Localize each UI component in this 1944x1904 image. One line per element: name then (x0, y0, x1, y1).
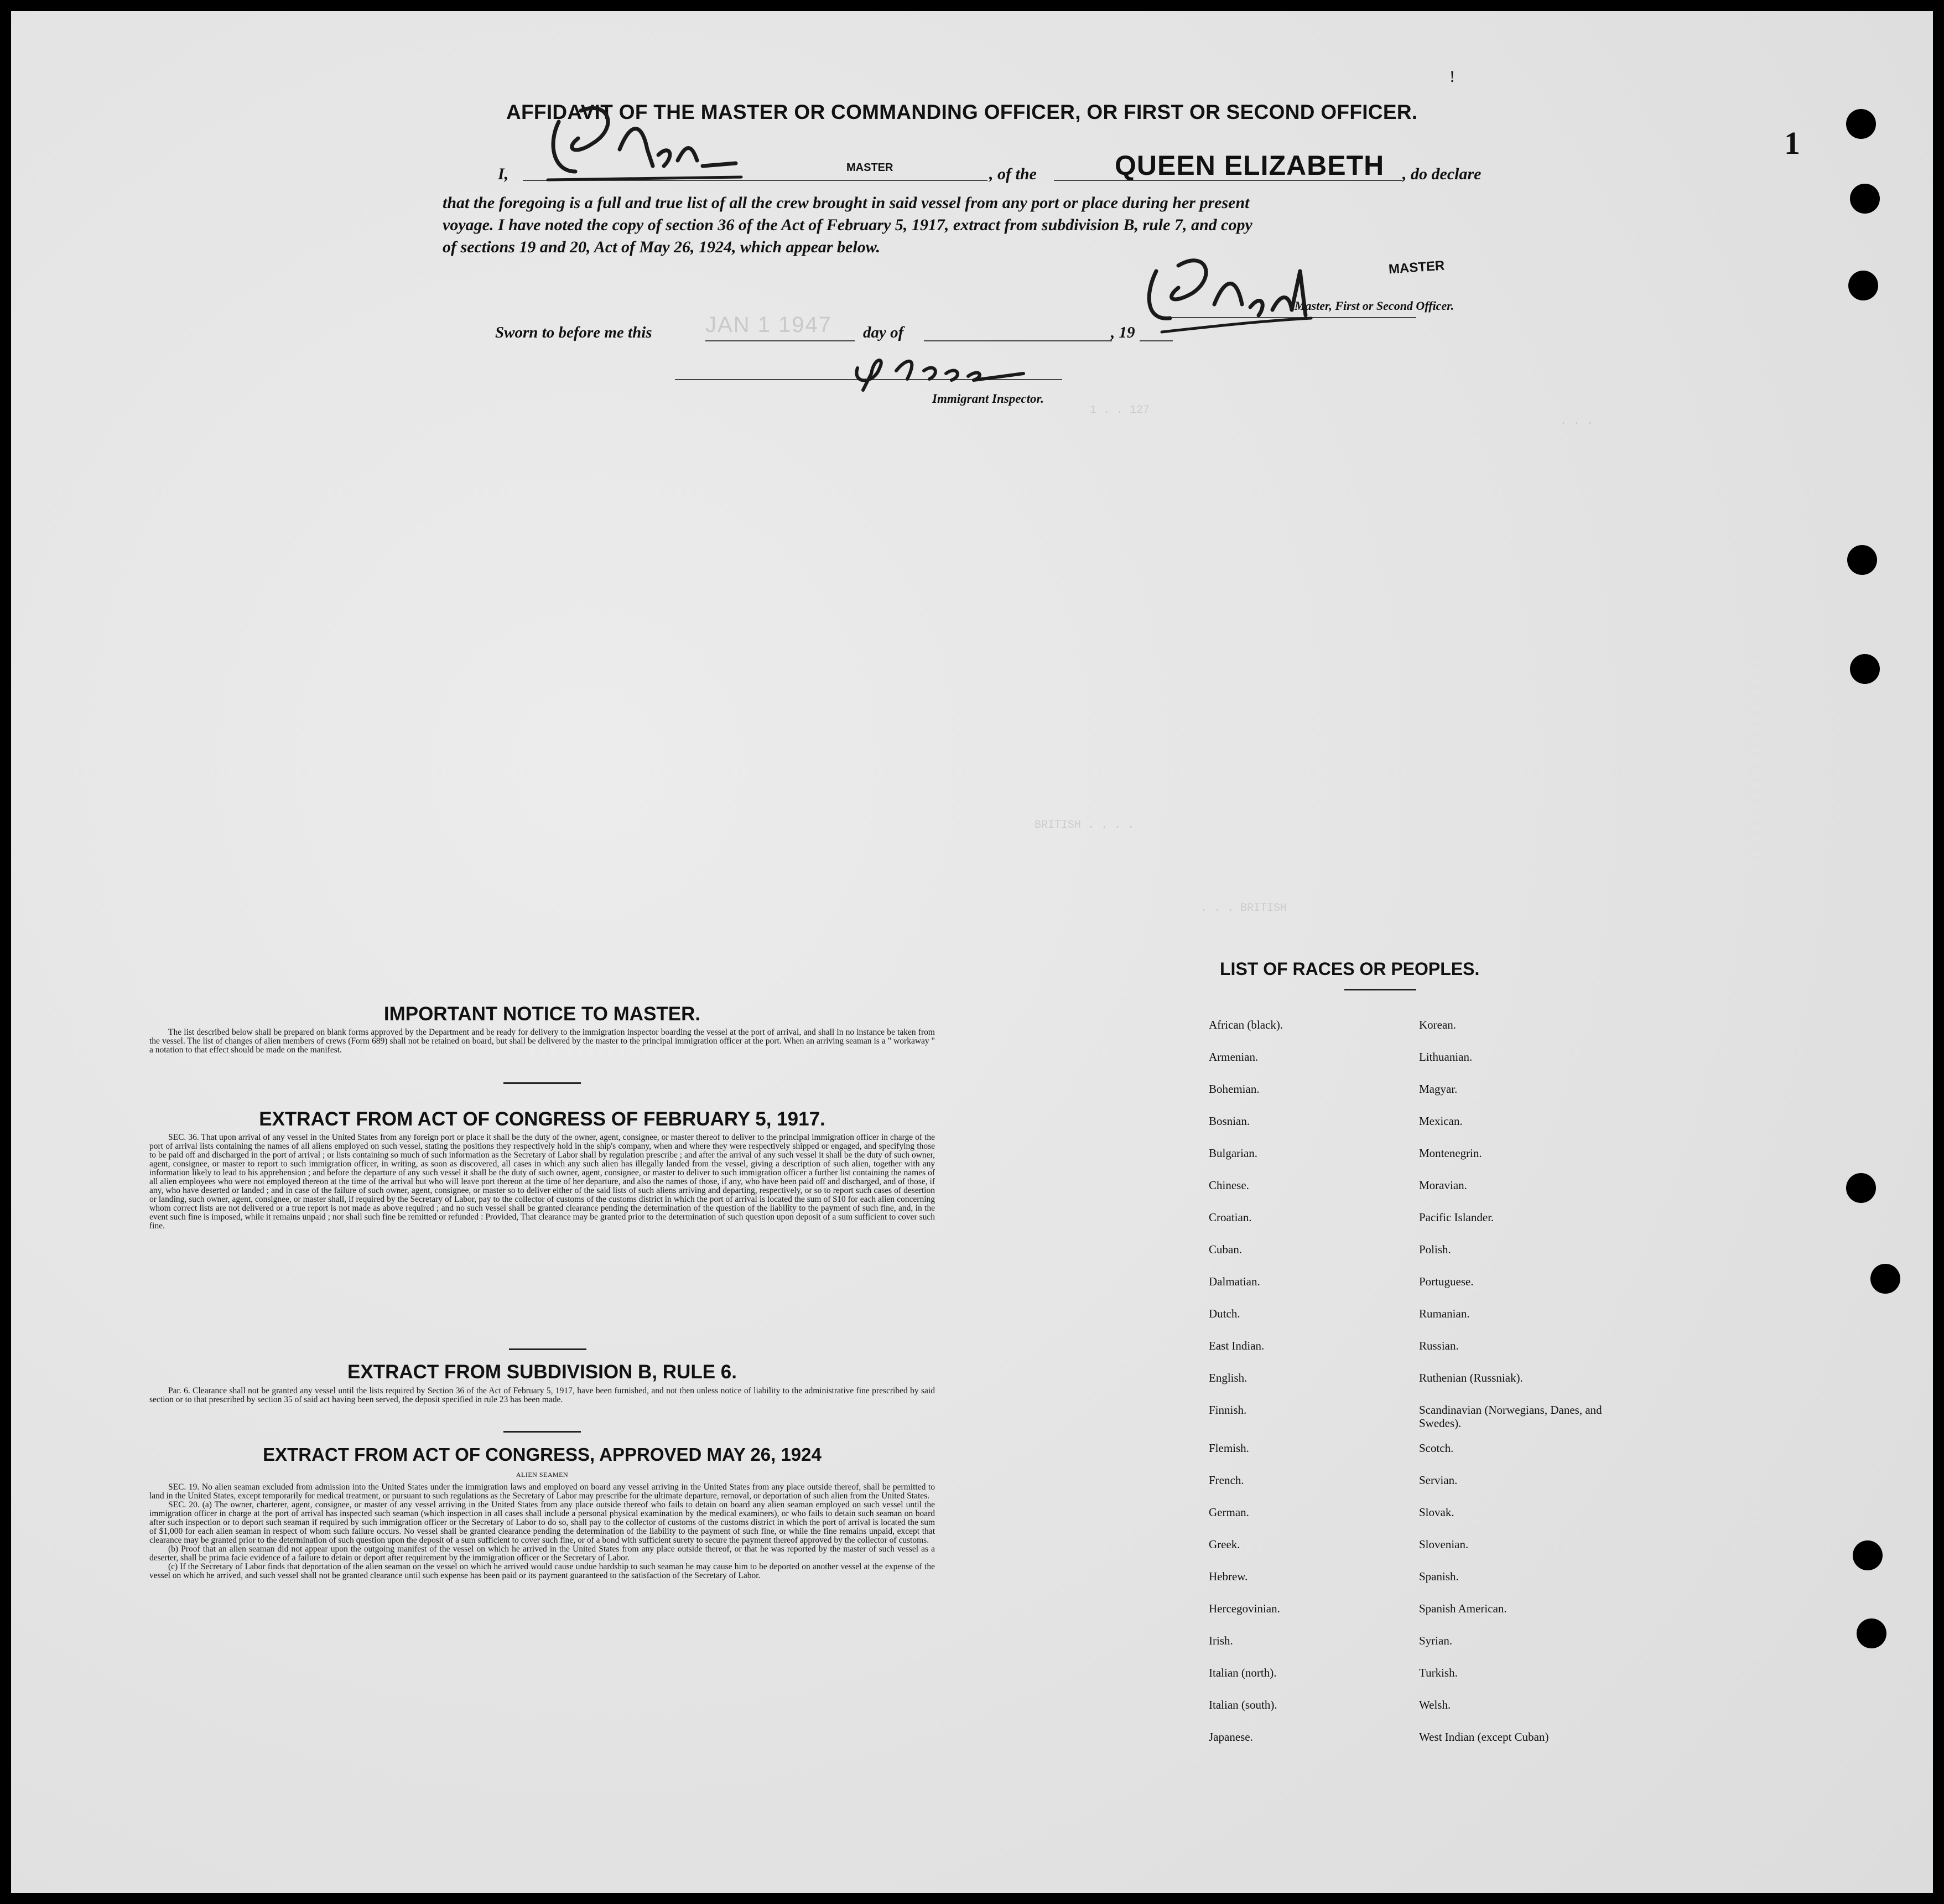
race-item: Dutch. (1209, 1307, 1240, 1320)
day-of-label: day of (863, 324, 904, 341)
affidavit-text-line2: voyage. I have noted the copy of section 36 of the Act of February 5, 1917, extract from subdivision B, rule 7, and copy (443, 216, 1252, 234)
divider (503, 1082, 581, 1084)
race-item: Bosnian. (1209, 1114, 1250, 1128)
race-item: Ruthenian (Russniak). (1419, 1371, 1523, 1384)
race-item: Finnish. (1209, 1403, 1247, 1417)
section-20a-paragraph: SEC. 20. (a) The owner, charterer, agent, consignee, or master of any vessel arriving in the United States from any place outside thereof who fails to detain on board any alien seaman employed on such vessel until the immigration officer in charge at the port of arrival has inspected such seaman (which inspection in all cases shall include a personal physical examination by the medical examiners), or who fails to detain such seaman on board after such inspection or to deport such seaman if required by such immigration officer or the Secretary of Labor to do so, shall pay to the collector of customs of the customs district in which the port of arrival is located the sum of $1,000 for each alien seaman in respect of whom such failure occurs. No vessel shall be granted clearance pending the determination of the liability to the payment of such fine, or while the fine remains unpaid, except that clearance may be granted prior to the determination of such question upon the deposit of a sum sufficient to cover such fine, or of a bond with sufficient surety to secure the payment thereof approved by the collector of customs. (149, 1500, 935, 1545)
race-item: Spanish. (1419, 1570, 1459, 1583)
race-item: Irish. (1209, 1634, 1233, 1647)
race-item: Dalmatian. (1209, 1275, 1260, 1288)
race-item: Polish. (1419, 1243, 1451, 1256)
inspector-caption: Immigrant Inspector. (932, 392, 1044, 406)
race-item: Magyar. (1419, 1082, 1458, 1096)
races-right-column (1419, 1018, 1673, 1749)
race-item: Spanish American. (1419, 1602, 1507, 1615)
bleed-through: . . . BRITISH (1200, 902, 1287, 915)
race-item: Greek. (1209, 1538, 1240, 1551)
race-item: East Indian. (1209, 1339, 1265, 1352)
races-heading: LIST OF RACES OR PEOPLES. (1220, 959, 1480, 979)
officer-signature (526, 89, 758, 199)
punch-hole (1857, 1618, 1886, 1648)
vessel-name: QUEEN ELIZABETH (1115, 150, 1385, 181)
race-item: Portuguese. (1419, 1275, 1474, 1288)
extract-1917-heading: EXTRACT FROM ACT OF CONGRESS OF FEBRUARY 5, 1917. (259, 1108, 825, 1130)
master-stamp: MASTER (1388, 258, 1446, 277)
race-item: Armenian. (1209, 1050, 1259, 1063)
race-item: Italian (south). (1209, 1698, 1277, 1711)
punch-hole (1846, 109, 1876, 139)
section-20b-paragraph: (b) Proof that an alien seaman did not appear upon the outgoing manifest of the vessel on which he arrived in the United States from any place outside thereof, or that he was reported by the master of such vessel as a deserter, shall be prima facie evidence of a failure to detain or deport after requirement by the immigration officer or the Secretary of Labor. (149, 1544, 935, 1563)
punch-hole (1850, 654, 1880, 684)
race-item: Chinese. (1209, 1179, 1249, 1192)
race-item: Russian. (1419, 1339, 1459, 1352)
do-declare-label: , do declare (1402, 165, 1482, 183)
affidavit-text-line1: that the foregoing is a full and true list of all the crew brought in said vessel from any port or place during her present (443, 194, 1250, 212)
bleed-through: BRITISH . . . . (1035, 819, 1135, 832)
section-20c-paragraph: (c) If the Secretary of Labor finds that deportation of the alien seaman on the vessel on which he arrived would cause undue hardship to such seaman he may cause him to be deported on another vessel at the expense of the vessel on which he arrived, and such vessel shall not be granted clearance until such expense has been paid or its payment guaranteed to the satisfaction of the Secretary of Labor. (149, 1562, 935, 1580)
year-label: , 19 (1111, 324, 1135, 341)
inspector-signature (841, 346, 1046, 396)
affidavit-i: I, (498, 165, 509, 183)
race-item: Moravian. (1419, 1179, 1467, 1192)
extract-1924-body (149, 1483, 935, 1580)
race-item: English. (1209, 1371, 1248, 1384)
master-signature (1123, 238, 1355, 343)
race-item: African (black). (1209, 1018, 1283, 1031)
race-item: West Indian (except Cuban) (1419, 1730, 1549, 1744)
officer-caption: Master, First or Second Officer. (1295, 299, 1454, 313)
race-item: Mexican. (1419, 1114, 1463, 1128)
section-19-paragraph: SEC. 19. No alien seaman excluded from admission into the United States under the immigration laws and employed on board any vessel arriving in the United States from any place outside thereof, shall be permitted to land in the United States, except temporarily for medical treatment, or pursuant to such regulations as the Secretary of Labor may prescribe for the ultimate departure, removal, or deportation of such alien from the United States. (149, 1482, 935, 1501)
race-item: Montenegrin. (1419, 1146, 1482, 1160)
punch-hole (1853, 1540, 1883, 1570)
page-mark: 1 (1784, 125, 1800, 161)
bleed-through: 1 . . 127 (1090, 404, 1150, 417)
race-item: Welsh. (1419, 1698, 1451, 1711)
affidavit-text-line3: of sections 19 and 20, Act of May 26, 1924, which appear below. (443, 238, 881, 256)
page-mark-small: ! (1449, 68, 1455, 86)
divider (1344, 989, 1416, 990)
race-item: Bulgarian. (1209, 1146, 1258, 1160)
race-item: Italian (north). (1209, 1666, 1277, 1679)
race-item: Pacific Islander. (1419, 1211, 1494, 1224)
race-item: Scandinavian (Norwegians, Danes, and Swedes). (1419, 1403, 1602, 1430)
race-item: Rumanian. (1419, 1307, 1470, 1320)
divider (509, 1348, 586, 1350)
race-item: Bohemian. (1209, 1082, 1260, 1096)
extract-1924-heading: EXTRACT FROM ACT OF CONGRESS, APPROVED MAY 26, 1924 (263, 1444, 822, 1465)
race-item: Hebrew. (1209, 1570, 1248, 1583)
notice-paragraph: The list described below shall be prepared on blank forms approved by the Department and be ready for delivery to the immigration inspector boarding the vessel at the port of arrival, and shall in no instance be taken from the vessel. The list of changes of alien members of crews (Form 689) shall not be retained on board, but shall be delivered by the master to the principal immigration officer at the port. When an arriving seaman is a " workaway " a notation to that effect should be made on the manifest. (149, 1028, 935, 1055)
sworn-month-line (924, 340, 1112, 341)
race-item: French. (1209, 1474, 1244, 1487)
race-item: Japanese. (1209, 1730, 1253, 1744)
notice-body (149, 1028, 935, 1055)
race-item: Scotch. (1419, 1441, 1454, 1455)
date-stamp: JAN 1 1947 (705, 313, 833, 337)
race-item: Slovenian. (1419, 1538, 1469, 1551)
race-item: Cuban. (1209, 1243, 1243, 1256)
punch-hole (1846, 1173, 1876, 1203)
race-item: Slovak. (1419, 1506, 1454, 1519)
races-left-column (1209, 1018, 1419, 1749)
race-item: Lithuanian. (1419, 1050, 1473, 1063)
race-item: Korean. (1419, 1018, 1457, 1031)
race-item: Flemish. (1209, 1441, 1249, 1455)
punch-hole (1848, 271, 1878, 300)
subdivision-body (149, 1387, 935, 1404)
section-36-paragraph: SEC. 36. That upon arrival of any vessel in the United States from any foreign port or place it shall be the duty of the owner, agent, consignee, or master thereof to deliver to the principal immigration officer in charge of the port of arrival lists containing the names of all aliens employed on such vessel, stating the positions they respectively hold in the ship's company, when and where they were respectively shipped or engaged, and specifying those to be paid off and discharged in the port of arrival ; or lists containing so much of such information as the Secretary of Labor shall by regulation prescribe ; and after the arrival of any such vessel it shall be the duty of such owner, agent, consignee, or master to report to such immigration officer, in writing, as soon as discovered, all cases in which any such alien has illegally landed from the vessel, giving a description of such alien, together with any information likely to lead to his apprehension ; and before the departure of any such vessel it shall be the duty of such owner, agent, consignee, or master to deliver to such immigration officer a further list containing the names of all alien employees who were not employed thereon at the time of the arrival but who will leave port thereon at the time of her departure, and also the names of those, if any, who have been paid off and discharged, and of those, if any, who have deserted or landed ; and in case of the failure of such owner, agent, consignee, or master so to deliver either of the said lists of such aliens arriving and departing, respectively, or so to report such cases of desertion or landing, such owner, agent, consignee, or master shall, if required by the Secretary of Labor, pay to the collector of customs of the customs district in which the port of arrival is located the sum of $10 for each alien concerning whom correct lists are not delivered or a true report is not made as above required ; and no such vessel shall be granted clearance pending the determination of the question of the liability to the payment of such fine, and, in the event such fine is imposed, while it remains unpaid ; nor shall such fine be remitted or refunded : Provided, That clearance may be granted prior to the determination of such question upon deposit of a sum sufficient to cover such fine. (149, 1133, 935, 1231)
extract-1917-body (149, 1133, 935, 1231)
punch-hole (1847, 545, 1877, 575)
document-sheet (11, 11, 1933, 1893)
race-item: Turkish. (1419, 1666, 1458, 1679)
of-the-label: , of the (989, 165, 1037, 183)
subdivision-heading: EXTRACT FROM SUBDIVISION B, RULE 6. (347, 1361, 737, 1383)
race-item: Croatian. (1209, 1211, 1252, 1224)
divider (503, 1431, 581, 1433)
par-6-paragraph: Par. 6. Clearance shall not be granted any vessel until the lists required by Section 36 of the Act of February 5, 1917, have been furnished, and not then unless notice of liability to the administrative fine prescribed by said section or to that prescribed by section 35 of said act having been served, the deposit specified in rule 23 has been made. (149, 1386, 935, 1404)
rank-stamp: MASTER (846, 162, 893, 174)
race-item: Hercegovinian. (1209, 1602, 1280, 1615)
race-item: Syrian. (1419, 1634, 1453, 1647)
alien-seamen-subheading: ALIEN SEAMEN (516, 1471, 569, 1478)
sworn-day-line (705, 340, 855, 341)
punch-hole (1850, 184, 1880, 214)
notice-heading: IMPORTANT NOTICE TO MASTER. (383, 1003, 701, 1025)
affidavit-title: AFFIDAVIT OF THE MASTER OR COMMANDING OFFICER, OR FIRST OR SECOND OFFICER. (506, 101, 1418, 123)
race-item: German. (1209, 1506, 1249, 1519)
punch-hole (1870, 1264, 1900, 1294)
race-item: Servian. (1419, 1474, 1458, 1487)
sworn-label: Sworn to before me this (495, 324, 652, 341)
bleed-through: . . . (1560, 415, 1594, 428)
